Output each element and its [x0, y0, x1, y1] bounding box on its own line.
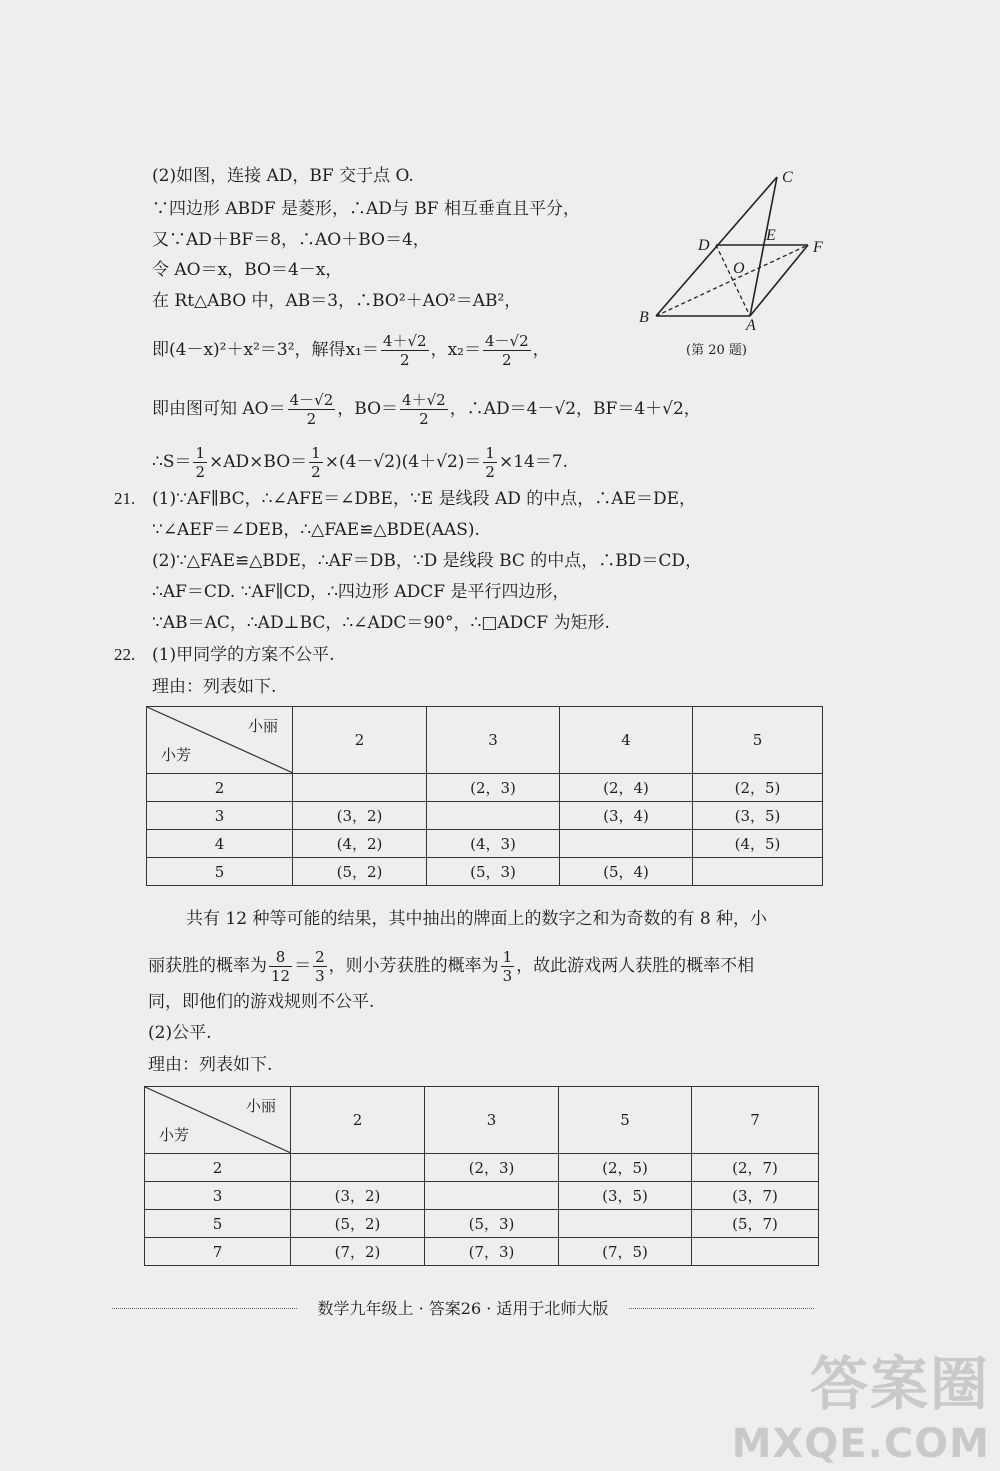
- table-row: [145, 1154, 819, 1182]
- label-e: E: [766, 227, 776, 244]
- column-header: 3: [425, 1087, 559, 1154]
- watermark-logo: 答案圈 MXQE.COM: [731, 1350, 990, 1467]
- table-cell: (4，5): [693, 830, 823, 858]
- edge-af: [750, 245, 808, 316]
- fraction: $\frac{8}{12}$: [271, 948, 291, 985]
- edge-ac: [750, 177, 777, 316]
- table-cell: [693, 858, 823, 886]
- corner-bottom-label: 小芳: [161, 746, 192, 764]
- table-cell: (5，3): [425, 1210, 559, 1238]
- table-cell: (3，4): [560, 802, 693, 830]
- table-cell: (5，2): [293, 858, 427, 886]
- label-f: F: [813, 239, 823, 256]
- table-cell: (5，7): [692, 1210, 819, 1238]
- table-cell: (7，5): [559, 1238, 692, 1266]
- q22-line-4: 理由：列表如下.: [148, 1055, 273, 1075]
- q20-line-1: (2)如图，连接 AD，BF 交于点 O.: [152, 166, 414, 186]
- fraction: $\frac{4+√2}{2}$: [402, 391, 446, 428]
- table-cell: [293, 774, 427, 802]
- column-header: 2: [291, 1087, 425, 1154]
- table-cell: (2，7): [692, 1154, 819, 1182]
- table-row: [145, 1182, 819, 1210]
- table-corner-cell: [147, 707, 293, 774]
- table-cell: (2，5): [559, 1154, 692, 1182]
- footer-divider-left: [112, 1308, 297, 1309]
- table-row: [145, 1210, 819, 1238]
- corner-top-label: 小丽: [247, 717, 278, 735]
- q22-line-3: (2)公平.: [148, 1023, 212, 1043]
- q20-line-3: 又∵AD＋BF＝8，∴AO＋BO＝4，: [152, 230, 430, 250]
- footer-divider-right: [629, 1308, 814, 1309]
- table-cell: (3，7): [692, 1182, 819, 1210]
- table-cell: [559, 1210, 692, 1238]
- label-b: B: [639, 309, 649, 326]
- table-cell: [425, 1182, 559, 1210]
- table-row: [145, 1238, 819, 1266]
- q20-line-7: 即由图可知 AO＝ $\frac{4-√2}{2}$ ，BO＝ $\frac{4+√2}{2}$ ，∴AD＝4－√2，BF＝4＋√2，: [152, 391, 701, 428]
- table-row: [147, 858, 823, 886]
- table-cell: (5，2): [291, 1210, 425, 1238]
- q20-line-8: ∴S＝ $\frac{1}{2}$ ×AD×BO＝ $\frac{1}{2}$ ×(4－√2)(4＋√2)＝ $\frac{1}{2}$ ×14＝7.: [152, 444, 569, 481]
- table-cell: (3，2): [291, 1182, 425, 1210]
- q22-number: 22.: [114, 645, 136, 664]
- q21-line-3: (2)∵△FAE≌△BDE，∴AF＝DB，∵D 是线段 BC 的中点，∴BD＝CD，: [152, 551, 703, 571]
- table-cell: (3，2): [293, 802, 427, 830]
- row-header: 4: [147, 830, 293, 858]
- q21-line-1: (1)∵AF∥BC，∴∠AFE＝∠DBE，∵E 是线段 AD 的中点，∴AE＝DE，: [152, 489, 697, 509]
- fraction: $\frac{4-√2}{2}$: [484, 332, 529, 369]
- table-cell: [291, 1154, 425, 1182]
- q20-line-5: 在 Rt△ABO 中，AB＝3，∴BO²＋AO²＝AB²，: [152, 291, 522, 311]
- column-header: 3: [427, 707, 560, 774]
- fraction: $\frac{1}{3}$: [502, 948, 513, 985]
- q20-line-6: 即(4－x)²＋x²＝3²，解得x₁＝ $\frac{4+√2}{2}$ ，x₂＝ $\frac{4-√2}{2}$ ，: [152, 332, 550, 369]
- row-header: 2: [147, 774, 293, 802]
- table-cell: (5，3): [427, 858, 560, 886]
- row-header: 3: [145, 1182, 291, 1210]
- q20-line-2: ∵四边形 ABDF 是菱形，∴AD与 BF 相互垂直且平分，: [152, 199, 581, 219]
- column-header: 7: [692, 1087, 819, 1154]
- table-header-row: [147, 707, 823, 774]
- table-cell: [692, 1238, 819, 1266]
- table-cell: (7，3): [425, 1238, 559, 1266]
- label-d: D: [698, 237, 710, 254]
- row-header: 3: [147, 802, 293, 830]
- table-cell: [560, 830, 693, 858]
- fraction: $\frac{1}{2}$: [311, 444, 321, 481]
- label-c: C: [782, 169, 793, 186]
- q21-line-2: ∵∠AEF＝∠DEB，∴△FAE≌△BDE(AAS).: [152, 520, 480, 540]
- corner-bottom-label: 小芳: [159, 1126, 190, 1144]
- q22-line-2: 理由：列表如下.: [152, 677, 277, 697]
- table-cell: (4，2): [293, 830, 427, 858]
- table-header-row: [145, 1087, 819, 1154]
- column-header: 2: [293, 707, 427, 774]
- table-cell: (2，3): [425, 1154, 559, 1182]
- footer-text: 数学九年级上 · 答案26 · 适用于北师大版: [317, 1299, 609, 1318]
- q22-paragraph-2: 丽获胜的概率为 $\frac{8}{12}$ ＝ $\frac{2}{3}$ ，则小芳获胜的概率为 $\frac{1}{3}$ ，故此游戏两人获胜的概率不相: [148, 948, 755, 985]
- row-header: 5: [145, 1210, 291, 1238]
- outcome-table-2: [144, 1086, 819, 1266]
- diagonal-bf: [656, 245, 808, 316]
- q22-line-1: (1)甲同学的方案不公平.: [152, 645, 335, 665]
- row-header: 5: [147, 858, 293, 886]
- q21-line-4: ∴AF＝CD. ∵AF∥CD，∴四边形 ADCF 是平行四边形，: [152, 582, 570, 602]
- q21-line-5: ∵AB＝AC，∴AD⊥BC，∴∠ADC＝90°，∴□ADCF 为矩形.: [152, 613, 610, 633]
- table-cell: (3，5): [559, 1182, 692, 1210]
- q20-rhombus-figure: [630, 160, 840, 360]
- page-footer: [112, 1296, 814, 1320]
- fraction: $\frac{2}{3}$: [315, 948, 325, 985]
- table-cell: (4，3): [427, 830, 560, 858]
- column-header: 5: [693, 707, 823, 774]
- table-cell: (2，3): [427, 774, 560, 802]
- fraction: $\frac{4+√2}{2}$: [382, 332, 427, 369]
- table-cell: (5，4): [560, 858, 693, 886]
- q21-number: 21.: [114, 489, 136, 508]
- fraction: $\frac{1}{2}$: [195, 444, 206, 481]
- table-corner-cell: [145, 1087, 291, 1154]
- table-cell: (2，4): [560, 774, 693, 802]
- row-header: 2: [145, 1154, 291, 1182]
- table-cell: (3，5): [693, 802, 823, 830]
- column-header: 4: [560, 707, 693, 774]
- label-a: A: [746, 317, 756, 334]
- outcome-table-1: [146, 706, 823, 886]
- column-header: 5: [559, 1087, 692, 1154]
- q22-paragraph-3: 同，即他们的游戏规则不公平.: [148, 992, 375, 1012]
- q20-line-4: 令 AO＝x，BO＝4－x，: [152, 260, 343, 280]
- corner-top-label: 小丽: [245, 1097, 276, 1115]
- label-o: O: [733, 260, 745, 277]
- q22-paragraph-1: 共有 12 种等可能的结果，其中抽出的牌面上的数字之和为奇数的有 8 种，小: [186, 909, 768, 929]
- table-cell: (2，5): [693, 774, 823, 802]
- table-row: [147, 774, 823, 802]
- table-cell: (7，2): [291, 1238, 425, 1266]
- fraction: $\frac{1}{2}$: [485, 444, 495, 481]
- fraction: $\frac{4-√2}{2}$: [289, 391, 334, 428]
- figure-caption: (第 20 题): [686, 343, 747, 358]
- table-row: [147, 830, 823, 858]
- table-row: [147, 802, 823, 830]
- row-header: 7: [145, 1238, 291, 1266]
- table-cell: [427, 802, 560, 830]
